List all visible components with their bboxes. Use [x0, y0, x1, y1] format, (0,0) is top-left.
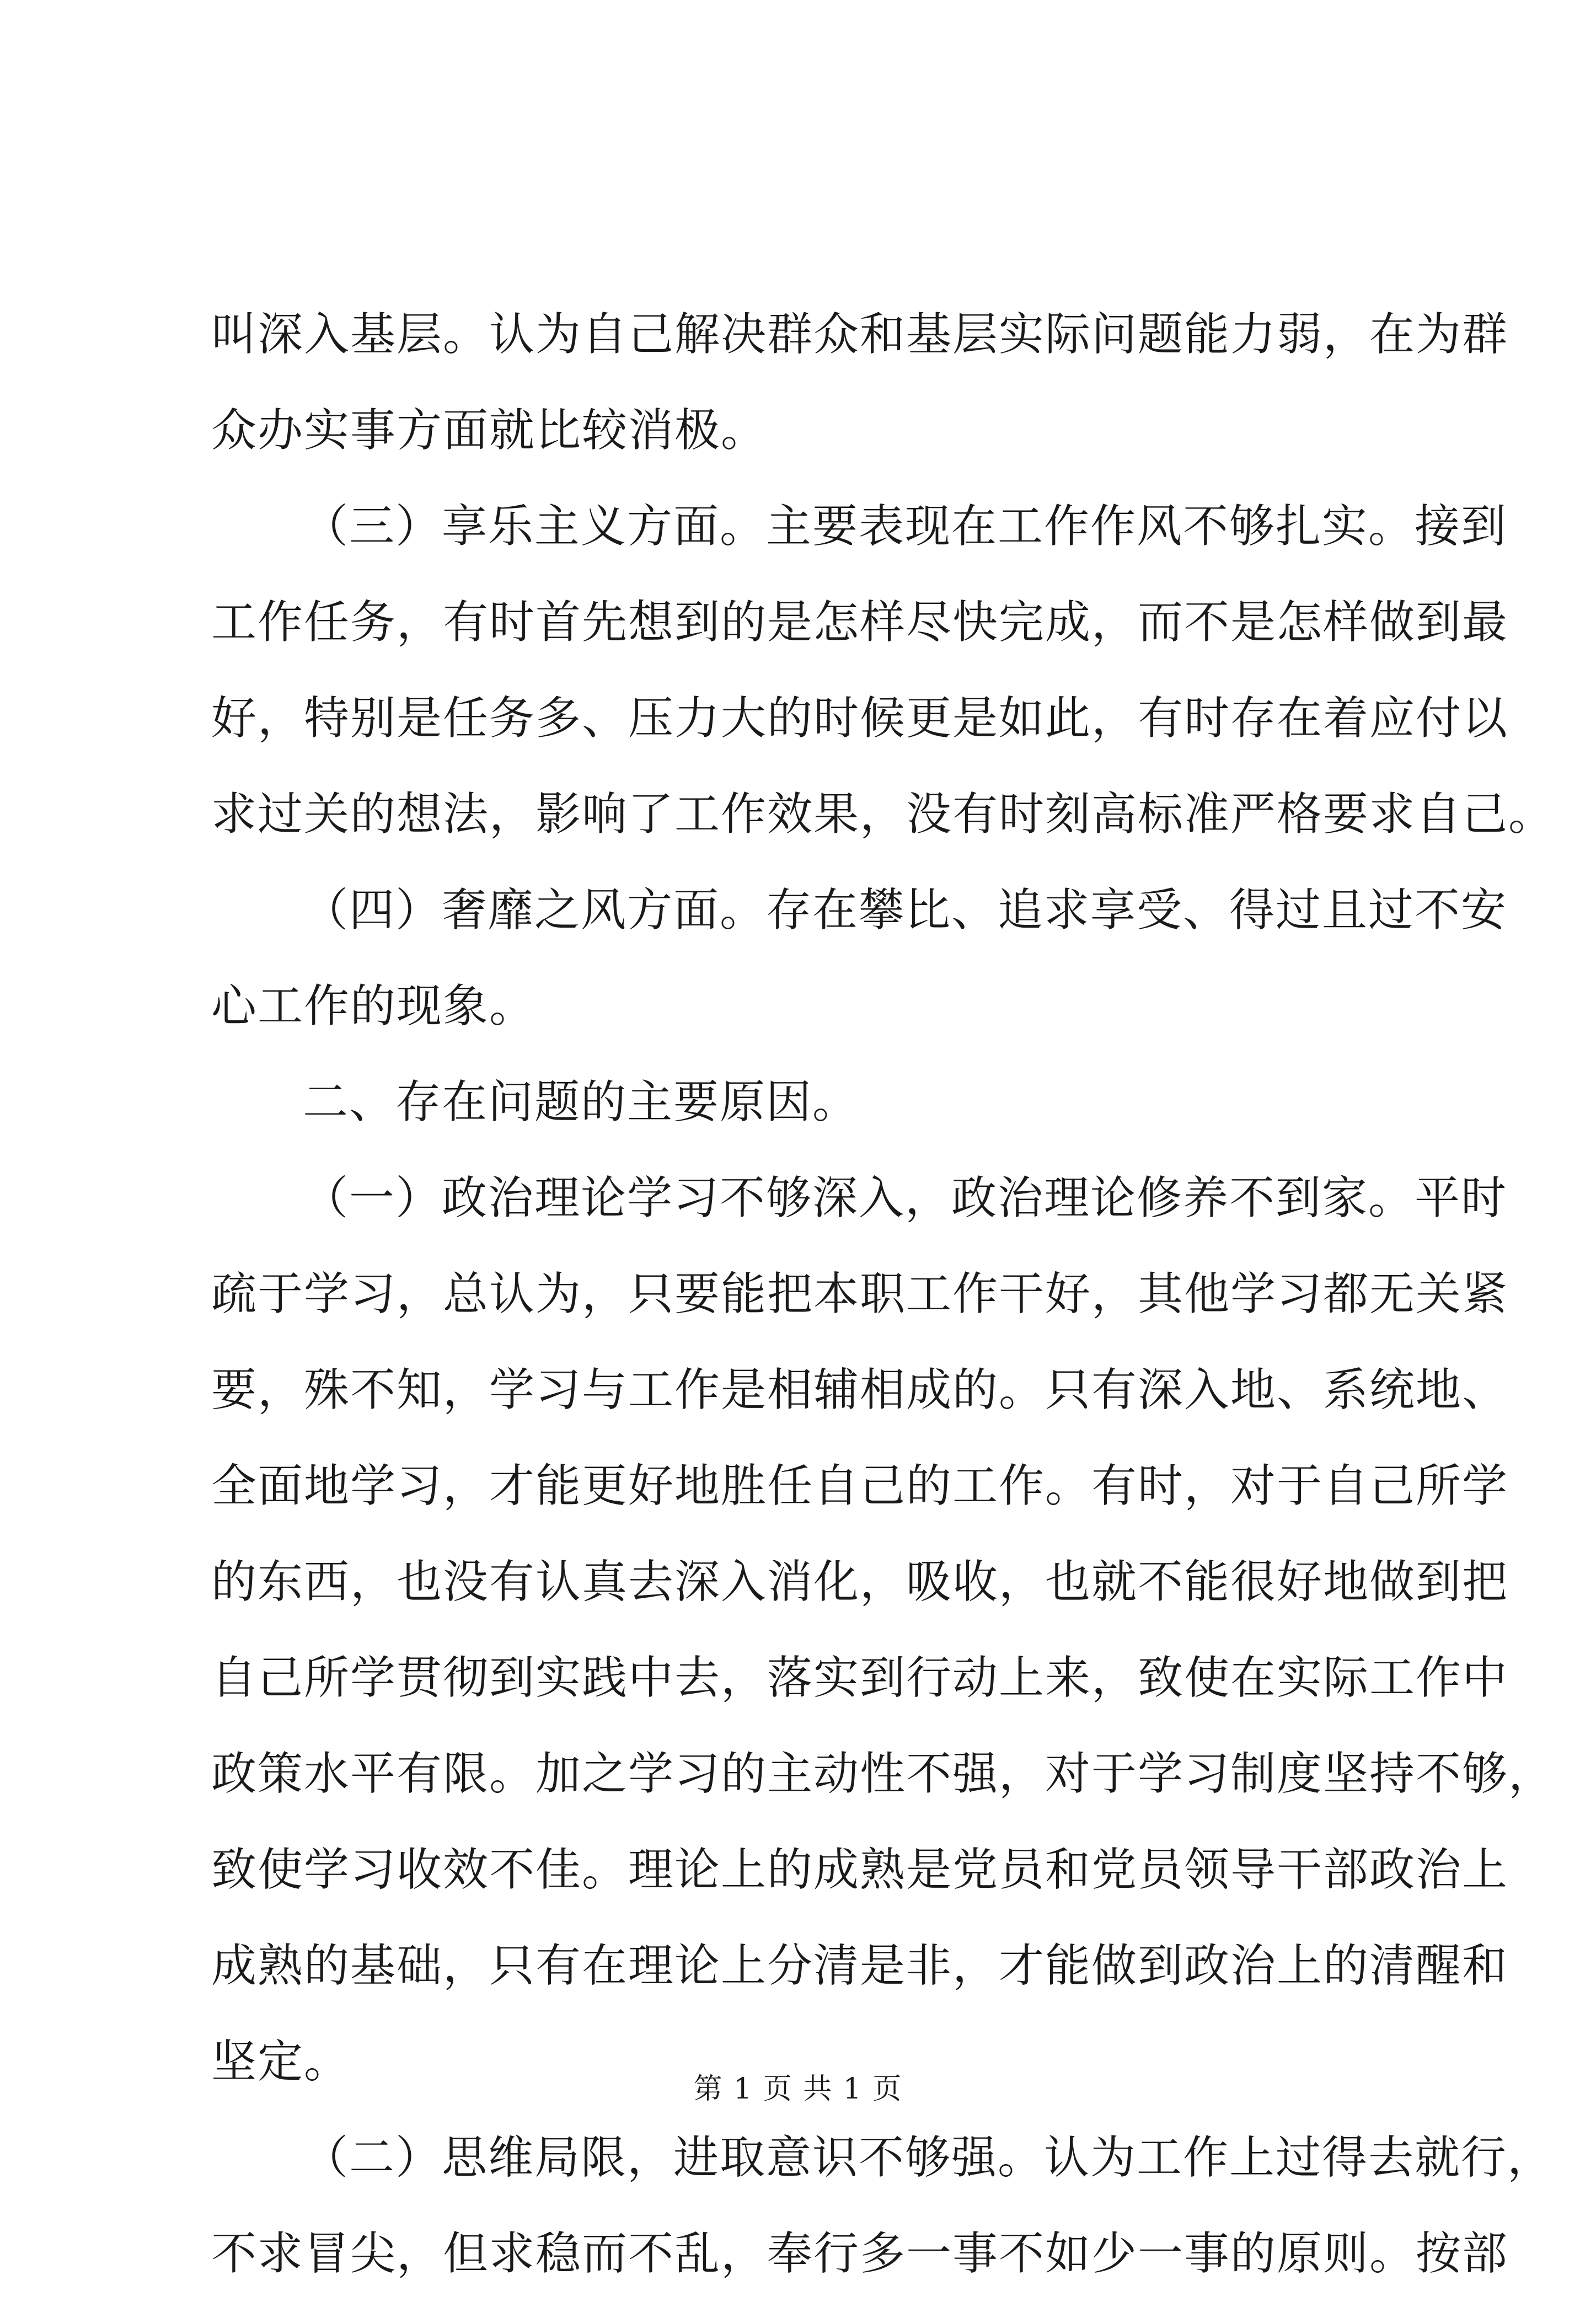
paragraph-line: 众办实事方面就比较消极。 [211, 404, 768, 457]
paragraph-line: 全面地学习，才能更好地胜任自己的工作。有时，对于自己所学 [211, 1460, 1509, 1512]
paragraph-line: 要，殊不知，学习与工作是相辅相成的。只有深入地、系统地、 [211, 1364, 1509, 1416]
paragraph-line: （四）奢靡之风方面。存在攀比、追求享受、得过且过不安 [303, 884, 1508, 936]
paragraph-line: 疏于学习，总认为，只要能把本职工作干好，其他学习都无关紧 [211, 1268, 1509, 1320]
body-paragraph [211, 1054, 1405, 1150]
document-body [211, 287, 1555, 2302]
paragraph-line: 工作任务，有时首先想到的是怎样尽快完成，而不是怎样做到最 [211, 596, 1509, 649]
paragraph-line: （三）享乐主义方面。主要表现在工作作风不够扎实。接到 [303, 500, 1508, 553]
paragraph-line: 政策水平有限。加之学习的主动性不强，对于学习制度坚持不够， [211, 1748, 1555, 1800]
body-paragraph [211, 479, 1555, 863]
paragraph-line: 求过关的想法，影响了工作效果，没有时刻高标准严格要求自己。 [211, 788, 1555, 841]
paragraph-line: 叫深入基层。认为自己解决群众和基层实际问题能力弱，在为群 [211, 308, 1509, 361]
paragraph-line: 自己所学贯彻到实践中去，落实到行动上来，致使在实际工作中 [211, 1652, 1509, 1704]
paragraph-line: 好，特别是任务多、压力大的时候更是如此，有时存在着应付以 [211, 692, 1509, 745]
paragraph-line: 不求冒尖，但求稳而不乱，奉行多一事不如少一事的原则。按部 [211, 2228, 1509, 2280]
body-paragraph [211, 863, 1508, 1054]
paragraph-line: 心工作的现象。 [211, 980, 536, 1032]
paragraph-line: 坚定。 [211, 2036, 351, 2088]
paragraph-line: （二）思维局限，进取意识不够强。认为工作上过得去就行， [303, 2132, 1554, 2184]
paragraph-line: （一）政治理论学习不够深入，政治理论修养不到家。平时 [303, 1172, 1508, 1224]
paragraph-line: 致使学习收效不佳。理论上的成熟是党员和党员领导干部政治上 [211, 1844, 1509, 1896]
body-paragraph [211, 2110, 1554, 2302]
body-paragraph [211, 287, 1509, 479]
page-footer: 第 1 页 共 1 页 [693, 2073, 903, 2106]
paragraph-line: 二、存在问题的主要原因。 [303, 1076, 859, 1128]
paragraph-line: 成熟的基础，只有在理论上分清是非，才能做到政治上的清醒和 [211, 1940, 1509, 1992]
body-paragraph [211, 1150, 1555, 2110]
paragraph-line: 的东西，也没有认真去深入消化，吸收，也就不能很好地做到把 [211, 1556, 1509, 1608]
